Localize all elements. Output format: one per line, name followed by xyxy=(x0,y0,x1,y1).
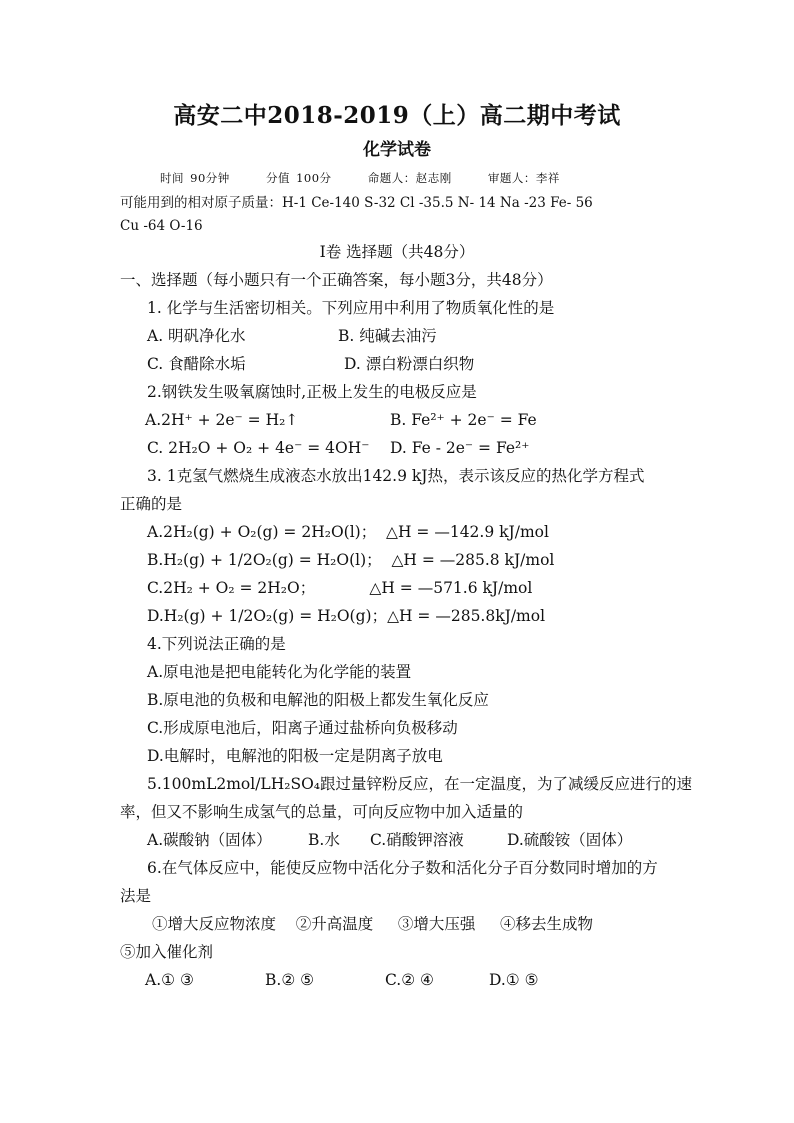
exam-meta xyxy=(160,168,590,188)
question-4-stem: 4.下列说法正确的是 xyxy=(147,635,286,653)
atomic-masses-line1: 可能用到的相对原子质量：H-1 Ce-140 S-32 Cl -35.5 N- 14 Na -23 Fe- 56 xyxy=(120,195,593,211)
question-3-option-b: B.H₂(g) + 1/2O₂(g) = H₂O(l)； △H = —285.8 kJ/mol xyxy=(147,551,555,569)
question-6-stem-continued: 法是 xyxy=(120,887,152,905)
question-5-option-c: C.硝酸钾溶液 xyxy=(370,831,464,849)
question-2-option-a: A.2H⁺ + 2e⁻ = H₂↑ xyxy=(145,411,299,429)
exam-author: 命题人：赵志刚 xyxy=(367,171,452,185)
exam-reviewer: 审题人：李祥 xyxy=(487,171,560,185)
question-6-items-continued: ⑤加入催化剂 xyxy=(120,943,214,961)
question-1-option-d: D. 漂白粉漂白织物 xyxy=(344,355,475,373)
question-4-option-c: C.形成原电池后，阳离子通过盐桥向负极移动 xyxy=(147,719,458,737)
question-1-option-b: B. 纯碱去油污 xyxy=(338,327,437,345)
question-2-stem: 2.钢铁发生吸氧腐蚀时,正极上发生的电极反应是 xyxy=(147,383,477,401)
exam-title: 高安二中2018-2019（上）高二期中考试 xyxy=(173,102,621,129)
question-6-stem: 6.在气体反应中，能使反应物中活化分子数和活化分子百分数同时增加的方 xyxy=(147,859,658,877)
question-2-option-d: D. Fe - 2e⁻ = Fe²⁺ xyxy=(390,439,530,457)
section-instruction: 一、选择题（每小题只有一个正确答案，每小题3分，共48分） xyxy=(120,271,553,289)
question-5-stem: 5.100mL2mol/LH₂SO₄跟过量锌粉反应，在一定温度，为了减缓反应进行的速 xyxy=(147,775,692,793)
question-1-option-a: A. 明矾净化水 xyxy=(147,327,246,345)
question-3-stem-continued: 正确的是 xyxy=(120,495,183,513)
question-1-stem: 1. 化学与生活密切相关。下列应用中利用了物质氧化性的是 xyxy=(147,299,555,317)
question-3-option-a: A.2H₂(g) + O₂(g) = 2H₂O(l)； △H = —142.9 kJ/mol xyxy=(147,523,549,541)
question-6-option-c: C.② ④ xyxy=(385,971,434,989)
question-6-option-d: D.① ⑤ xyxy=(489,971,539,989)
question-1-option-c: C. 食醋除水垢 xyxy=(147,355,246,373)
atomic-masses-line2: Cu -64 O-16 xyxy=(120,218,203,234)
question-2-option-c: C. 2H₂O + O₂ + 4e⁻ = 4OH⁻ xyxy=(147,439,370,457)
question-4-option-d: D.电解时，电解池的阳极一定是阴离子放电 xyxy=(147,747,443,765)
question-3-option-d: D.H₂(g) + 1/2O₂(g) = H₂O(g)；△H = —285.8kJ/mol xyxy=(147,607,546,625)
question-3-option-c: C.2H₂ + O₂ = 2H₂O； △H = —571.6 kJ/mol xyxy=(147,579,533,597)
exam-subtitle: 化学试卷 xyxy=(363,140,431,160)
question-4-option-a: A.原电池是把电能转化为化学能的装置 xyxy=(147,663,412,681)
question-5-option-b: B.水 xyxy=(308,831,340,849)
question-6-option-a: A.① ③ xyxy=(145,971,194,989)
question-5-option-a: A.碳酸钠（固体） xyxy=(147,831,272,849)
question-3-stem: 3. 1克氢气燃烧生成液态水放出142.9 kJ热，表示该反应的热化学方程式 xyxy=(147,467,645,485)
question-5-stem-continued: 率，但又不影响生成氢气的总量，可向反应物中加入适量的 xyxy=(120,803,524,821)
question-5-option-d: D.硫酸铵（固体） xyxy=(507,831,633,849)
question-6-items: ①增大反应物浓度 ②升高温度 ③增大压强 ④移去生成物 xyxy=(152,915,593,933)
exam-time: 时间 90分钟 xyxy=(160,171,230,185)
exam-score: 分值 100分 xyxy=(265,171,332,185)
question-4-option-b: B.原电池的负极和电解池的阳极上都发生氧化反应 xyxy=(147,691,489,709)
question-6-option-b: B.② ⑤ xyxy=(265,971,315,989)
question-2-option-b: B. Fe²⁺ + 2e⁻ = Fe xyxy=(390,411,537,429)
section-title: I卷 选择题（共48分） xyxy=(319,243,475,261)
